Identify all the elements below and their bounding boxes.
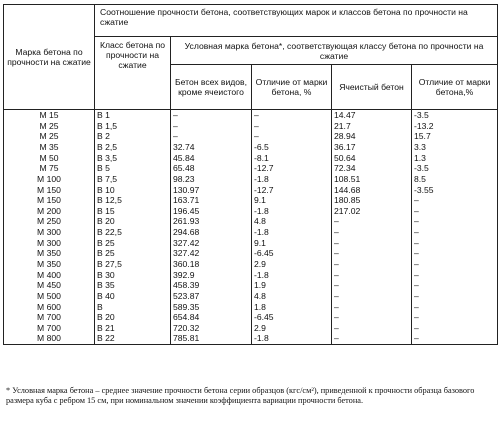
cell-diff-2: – [412,323,498,334]
cell-diff-1: -1.8 [252,174,332,185]
table-row [4,142,498,153]
cell-diff-2: – [412,333,498,344]
cell-diff-1: -1.8 [252,227,332,238]
cell-all-types: 720.32 [171,323,252,334]
cell-grade: М 150 [4,195,95,206]
cell-diff-2: – [412,195,498,206]
cell-class: В 1 [95,110,171,121]
cell-all-types: 654.84 [171,312,252,323]
cell-class: В 22 [95,333,171,344]
cell-class: В 20 [95,312,171,323]
header-class: Класс бетона по прочности на сжатие [95,37,171,110]
cell-class: В 30 [95,270,171,281]
cell-cellular: 72.34 [332,163,412,174]
cell-all-types: 327.42 [171,238,252,249]
cell-class: В 15 [95,206,171,217]
cell-grade: М 200 [4,206,95,217]
cell-diff-1: 1.8 [252,302,332,313]
table-row [4,163,498,174]
table-row [4,131,498,142]
table-row [4,238,498,249]
cell-diff-2: – [412,248,498,259]
cell-grade: М 400 [4,270,95,281]
cell-all-types: 130.97 [171,184,252,195]
cell-all-types: 294.68 [171,227,252,238]
cell-all-types: 45.84 [171,153,252,164]
cell-cellular: – [332,291,412,302]
cell-cellular: – [332,227,412,238]
cell-class: В 20 [95,216,171,227]
table-row [4,323,498,334]
cell-diff-2: – [412,216,498,227]
cell-cellular: 217.02 [332,206,412,217]
cell-grade: М 300 [4,227,95,238]
cell-all-types: 196.45 [171,206,252,217]
table-body [4,110,498,345]
cell-cellular: 144.68 [332,184,412,195]
cell-diff-2: – [412,259,498,270]
cell-cellular: 21.7 [332,121,412,132]
cell-diff-1: -6.45 [252,312,332,323]
cell-cellular: – [332,333,412,344]
cell-class: В 2,5 [95,142,171,153]
cell-diff-1: 2.9 [252,323,332,334]
cell-diff-2: – [412,280,498,291]
cell-cellular: – [332,216,412,227]
cell-grade: М 700 [4,323,95,334]
cell-grade: М 600 [4,302,95,313]
cell-diff-1: – [252,121,332,132]
cell-diff-2: -3.5 [412,163,498,174]
cell-all-types: 98.23 [171,174,252,185]
cell-grade: М 350 [4,259,95,270]
table-row [4,227,498,238]
cell-grade: М 250 [4,216,95,227]
cell-cellular: – [332,312,412,323]
cell-grade: М 50 [4,153,95,164]
table-row [4,312,498,323]
cell-all-types: 392.9 [171,270,252,281]
cell-class: В 12,5 [95,195,171,206]
cell-diff-2: – [412,312,498,323]
cell-cellular: – [332,248,412,259]
cell-diff-2: -13.2 [412,121,498,132]
table-row [4,195,498,206]
cell-diff-1: -1.8 [252,333,332,344]
cell-class: В 35 [95,280,171,291]
cell-diff-2: 3.3 [412,142,498,153]
cell-diff-1: 4.8 [252,216,332,227]
cell-all-types: 327.42 [171,248,252,259]
cell-all-types: – [171,131,252,142]
cell-diff-2: – [412,238,498,249]
cell-class: В 27,5 [95,259,171,270]
header-ratio: Соотношение прочности бетона, соответствующих марок и классов бетона по прочности на сжатие [95,5,498,37]
cell-class: В 25 [95,248,171,259]
cell-all-types: 523.87 [171,291,252,302]
table-row [4,280,498,291]
cell-diff-2: – [412,270,498,281]
cell-cellular: 108.51 [332,174,412,185]
table-row [4,184,498,195]
cell-diff-2: -3.5 [412,110,498,121]
cell-diff-1: -1.8 [252,270,332,281]
cell-diff-1: -12.7 [252,163,332,174]
table-row [4,216,498,227]
cell-class: В 5 [95,163,171,174]
cell-cellular: – [332,270,412,281]
cell-cellular: 50.64 [332,153,412,164]
cell-grade: М 25 [4,121,95,132]
cell-diff-1: 9.1 [252,195,332,206]
cell-cellular: – [332,280,412,291]
cell-diff-1: 1.9 [252,280,332,291]
cell-cellular: 14.47 [332,110,412,121]
cell-grade: М 500 [4,291,95,302]
concrete-strength-table [3,4,498,345]
cell-grade: М 700 [4,312,95,323]
cell-grade: М 450 [4,280,95,291]
cell-grade: М 300 [4,238,95,249]
table-row [4,248,498,259]
cell-all-types: 32.74 [171,142,252,153]
table-row [4,270,498,281]
cell-diff-2: – [412,227,498,238]
table-row [4,302,498,313]
cell-cellular: – [332,323,412,334]
cell-class: В 1,5 [95,121,171,132]
cell-all-types: 589.35 [171,302,252,313]
cell-grade: М 75 [4,163,95,174]
table-row [4,110,498,121]
cell-diff-1: – [252,131,332,142]
cell-class: В 3,5 [95,153,171,164]
cell-all-types: – [171,110,252,121]
cell-class: В 7,5 [95,174,171,185]
cell-class: В 22,5 [95,227,171,238]
cell-diff-1: 2.9 [252,259,332,270]
cell-cellular: – [332,238,412,249]
cell-cellular: – [332,302,412,313]
cell-diff-1: -12.7 [252,184,332,195]
cell-diff-2: 15.7 [412,131,498,142]
cell-class: В 10 [95,184,171,195]
cell-cellular: – [332,259,412,270]
cell-all-types: 785.81 [171,333,252,344]
table-row [4,121,498,132]
cell-class: В 21 [95,323,171,334]
cell-class: В [95,302,171,313]
header-conditional: Условная марка бетона*, соответствующая классу бетона по прочности на сжатие [171,37,498,65]
cell-diff-2: 8.5 [412,174,498,185]
cell-diff-2: – [412,291,498,302]
cell-diff-2: – [412,206,498,217]
table-row [4,174,498,185]
cell-diff-2: – [412,302,498,313]
table-row [4,153,498,164]
cell-grade: М 150 [4,184,95,195]
cell-all-types: – [171,121,252,132]
cell-diff-2: 1.3 [412,153,498,164]
cell-all-types: 163.71 [171,195,252,206]
cell-class: В 2 [95,131,171,142]
table-row [4,259,498,270]
cell-grade: М 800 [4,333,95,344]
header-grade: Марка бетона по прочности на сжатие [4,5,95,110]
cell-grade: М 25 [4,131,95,142]
cell-cellular: 180.85 [332,195,412,206]
table-row [4,291,498,302]
cell-all-types: 65.48 [171,163,252,174]
header-cellular: Ячеистый бетон [332,65,412,110]
cell-diff-1: -6.5 [252,142,332,153]
cell-diff-1: -6.45 [252,248,332,259]
cell-diff-1: 9.1 [252,238,332,249]
cell-grade: М 35 [4,142,95,153]
header-all-types: Бетон всех видов, кроме ячеистого [171,65,252,110]
cell-diff-1: -8.1 [252,153,332,164]
header-diff-1: Отличие от марки бетона, % [252,65,332,110]
cell-class: В 25 [95,238,171,249]
cell-diff-1: -1.8 [252,206,332,217]
cell-all-types: 261.93 [171,216,252,227]
cell-cellular: 28.94 [332,131,412,142]
cell-grade: М 100 [4,174,95,185]
table-row [4,333,498,344]
cell-all-types: 458.39 [171,280,252,291]
table-row [4,206,498,217]
cell-grade: М 350 [4,248,95,259]
cell-all-types: 360.18 [171,259,252,270]
cell-class: В 40 [95,291,171,302]
cell-cellular: 36.17 [332,142,412,153]
cell-diff-1: – [252,110,332,121]
cell-diff-1: 4.8 [252,291,332,302]
header-diff-2: Отличие от марки бетона,% [412,65,498,110]
footnote: * Условная марка бетона – среднее значение прочности бетона серии образцов (кгс/см²), приведенной к прочности образца базового размера куба с ребром 15 см, при номинальном значении коэффициента вариации прочности бетона. [6,386,475,405]
cell-diff-2: -3.55 [412,184,498,195]
cell-grade: М 15 [4,110,95,121]
